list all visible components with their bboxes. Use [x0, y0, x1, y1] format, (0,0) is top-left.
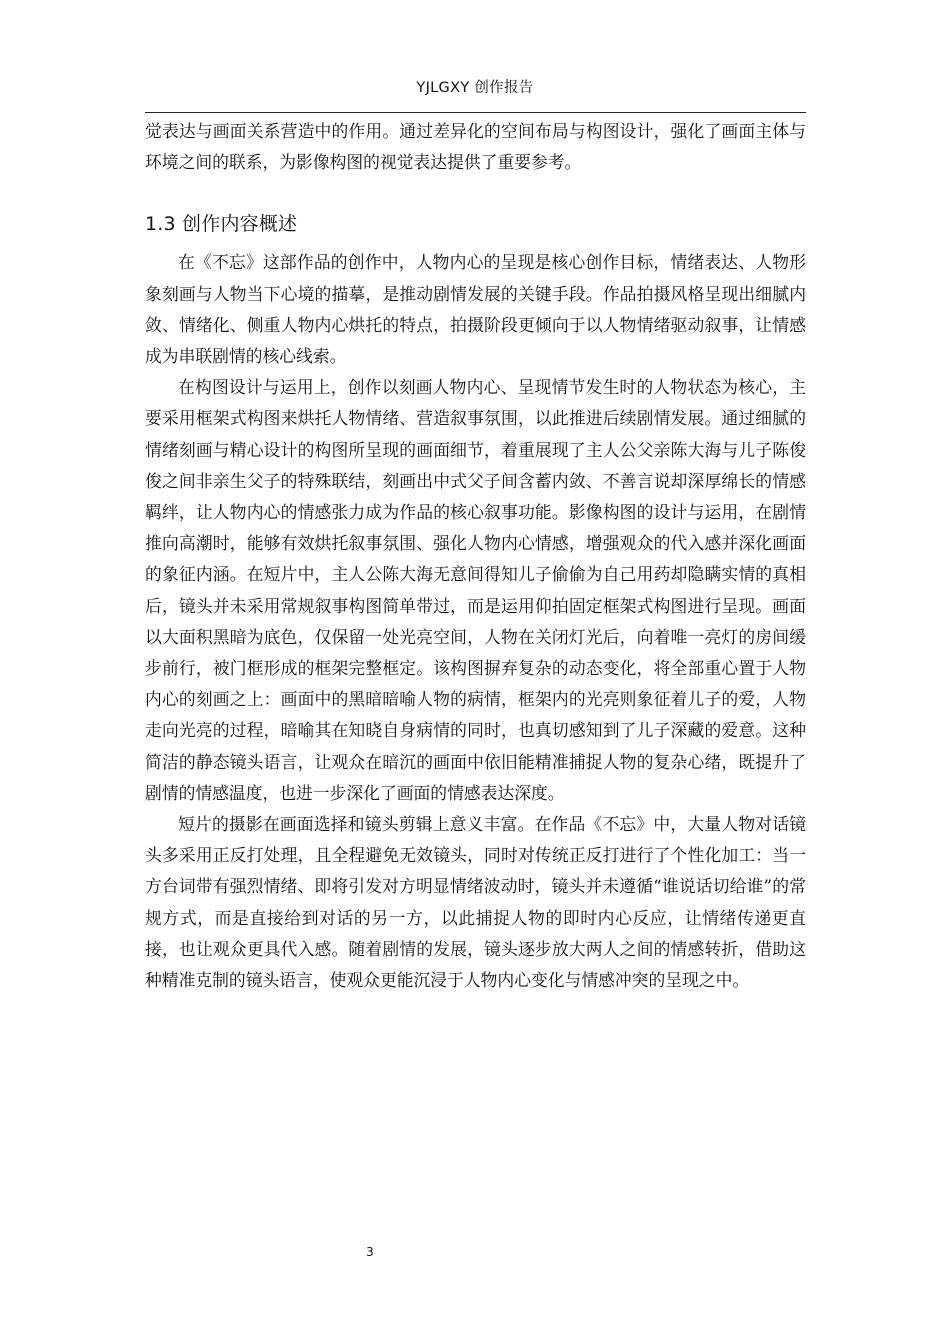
page-body [145, 116, 806, 996]
running-header-title: YJLGXY 创作报告 [416, 80, 534, 96]
header-divider [145, 112, 806, 113]
body-paragraph-1: 在《不忘》这部作品的创作中，人物内心的呈现是核心创作目标，情绪表达、人物形象刻画与人物当下心境的描摹，是推动剧情发展的关键手段。作品拍摄风格呈现出细腻内敛、情绪化、侧重人物内心烘托的特点，拍摄阶段更倾向于以人物情绪驱动叙事，让情感成为串联剧情的核心线索。 [145, 252, 806, 367]
continued-paragraph: 觉表达与画面关系营造中的作用。通过差异化的空间布局与构图设计，强化了画面主体与环境之间的联系，为影像构图的视觉表达提供了重要参考。 [145, 121, 806, 173]
body-paragraph-3: 短片的摄影在画面选择和镜头剪辑上意义丰富。在作品《不忘》中，大量人物对话镜头多采用正反打处理，且全程避免无效镜头，同时对传统正反打进行了个性化加工：当一方台词带有强烈情绪、即将引发对方明显情绪波动时，镜头并未遵循“谁说话切给谁”的常规方式，而是直接给到对话的另一方，以此捕捉人物的即时内心反应，让情绪传递更直接，也让观众更具代入感。随着剧情的发展，镜头逐步放大两人之间的情感转折，借助这种精准克制的镜头语言，使观众更能沉浸于人物内心变化与情感冲突的呈现之中。 [145, 814, 806, 991]
page-number: 3 [366, 1245, 374, 1259]
body-paragraph-2: 在构图设计与运用上，创作以刻画人物内心、呈现情节发生时的人物状态为核心，主要采用框架式构图来烘托人物情绪、营造叙事氛围，以此推进后续剧情发展。通过细腻的情绪刻画与精心设计的构图所呈现的画面细节，着重展现了主人公父亲陈大海与儿子陈俊俊之间非亲生父子的特殊联结，刻画出中式父子间含蓄内敛、不善言说却深厚绵长的情感羁绊，让人物内心的情感张力成为作品的核心叙事功能。影像构图的设计与运用，在剧情推向高潮时，能够有效烘托叙事氛围、强化人物内心情感，增强观众的代入感并深化画面的象征内涵。在短片中，主人公陈大海无意间得知儿子偷偷为自己用药却隐瞒实情的真相后，镜头并未采用常规叙事构图简单带过，而是运用仰拍固定框架式构图进行呈现。画面以大面积黑暗为底色，仅保留一处光亮空间，人物在关闭灯光后，向着唯一亮灯的房间缓步前行，被门框形成的框架完整框定。该构图摒弃复杂的动态变化，将全部重心置于人物内心的刻画之上：画面中的黑暗暗喻人物的病情，框架内的光亮则象征着儿子的爱，人物走向光亮的过程，暗喻其在知晓自身病情的同时，也真切感知到了儿子深藏的爱意。这种简洁的静态镜头语言，让观众在暗沉的画面中依旧能精准捕捉人物的复杂心绪，既提升了剧情的情感温度，也进一步深化了画面的情感表达深度。 [145, 377, 806, 803]
section-heading: 1.3 创作内容概述 [145, 213, 298, 236]
